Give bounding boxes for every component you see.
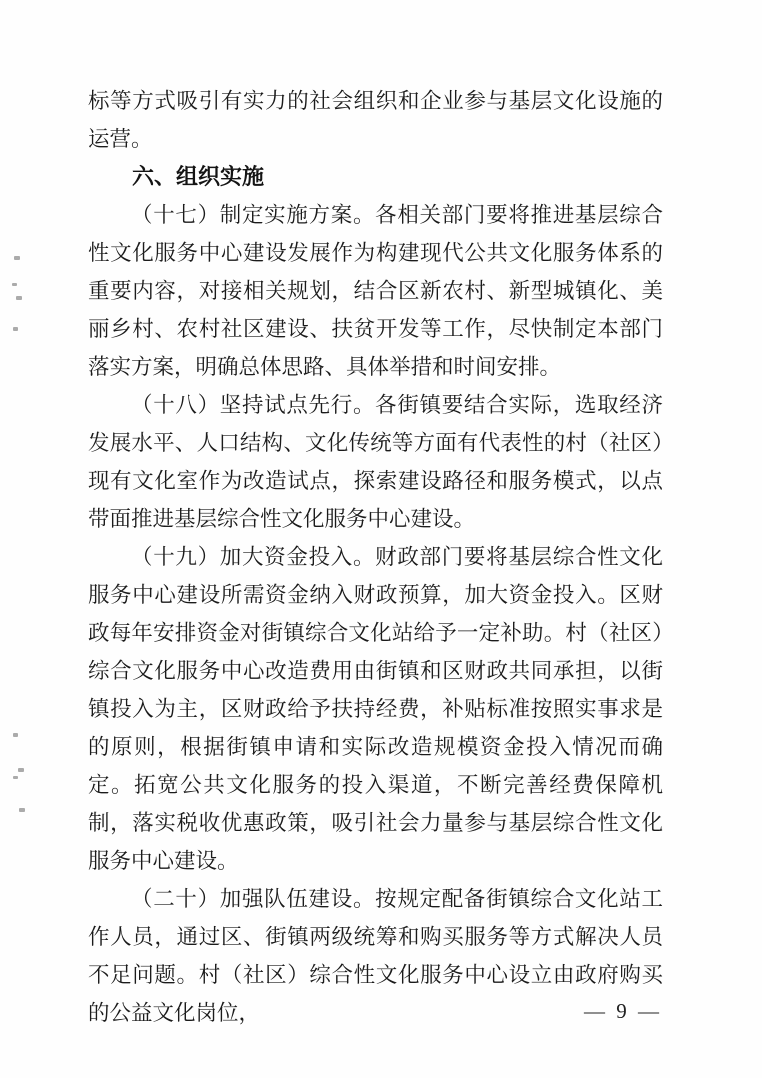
scan-speckle	[19, 808, 25, 812]
paragraph-item-18: （十八）坚持试点先行。各街镇要结合实际，选取经济发展水平、人口结构、文化传统等方面有代表性的村（社区）现有文化室作为改造试点，探索建设路径和服务模式，以点带面推进基层综合性文化服务中心建设。	[88, 393, 663, 531]
paragraph-item-17: （十七）制定实施方案。各相关部门要将推进基层综合性文化服务中心建设发展作为构建现代公共文化服务体系的重要内容，对接相关规划，结合区新农村、新型城镇化、美丽乡村、农村社区建设、扶贫开发等工作，尽快制定本部门落实方案，明确总体思路、具体举措和时间安排。	[88, 203, 663, 379]
scan-speckle	[16, 296, 22, 300]
scan-speckle	[13, 327, 18, 331]
scan-speckle	[18, 768, 24, 772]
scan-speckle	[12, 283, 17, 286]
scan-speckle	[14, 256, 20, 260]
page-number: — 9 —	[584, 999, 662, 1023]
paragraph-continuation: 标等方式吸引有实力的社会组织和企业参与基层文化设施的运营。	[88, 89, 663, 151]
scan-speckle	[13, 776, 18, 779]
scan-speckle	[13, 733, 18, 737]
paragraph-item-19: （十九）加大资金投入。财政部门要将基层综合性文化服务中心建设所需资金纳入财政预算，加大资金投入。区财政每年安排资金对街镇综合文化站给予一定补助。村（社区）综合文化服务中心改造费用由街镇和区财政共同承担，以街镇投入为主，区财政给予扶持经费，补贴标准按照实事求是的原则，根据街镇申请和实际改造规模资金投入情况而确定。拓宽公共文化服务的投入渠道，不断完善经费保障机制，落实税收优惠政策，吸引社会力量参与基层综合性文化服务中心建设。	[88, 545, 663, 873]
section-heading-organization-implementation: 六、组织实施	[132, 164, 265, 189]
document-body	[88, 82, 663, 1032]
paragraph-item-20: （二十）加强队伍建设。按规定配备街镇综合文化站工作人员，通过区、街镇两级统筹和购买服务等方式解决人员不足问题。村（社区）综合性文化服务中心设立由政府购买的公益文化岗位，	[88, 887, 663, 1025]
